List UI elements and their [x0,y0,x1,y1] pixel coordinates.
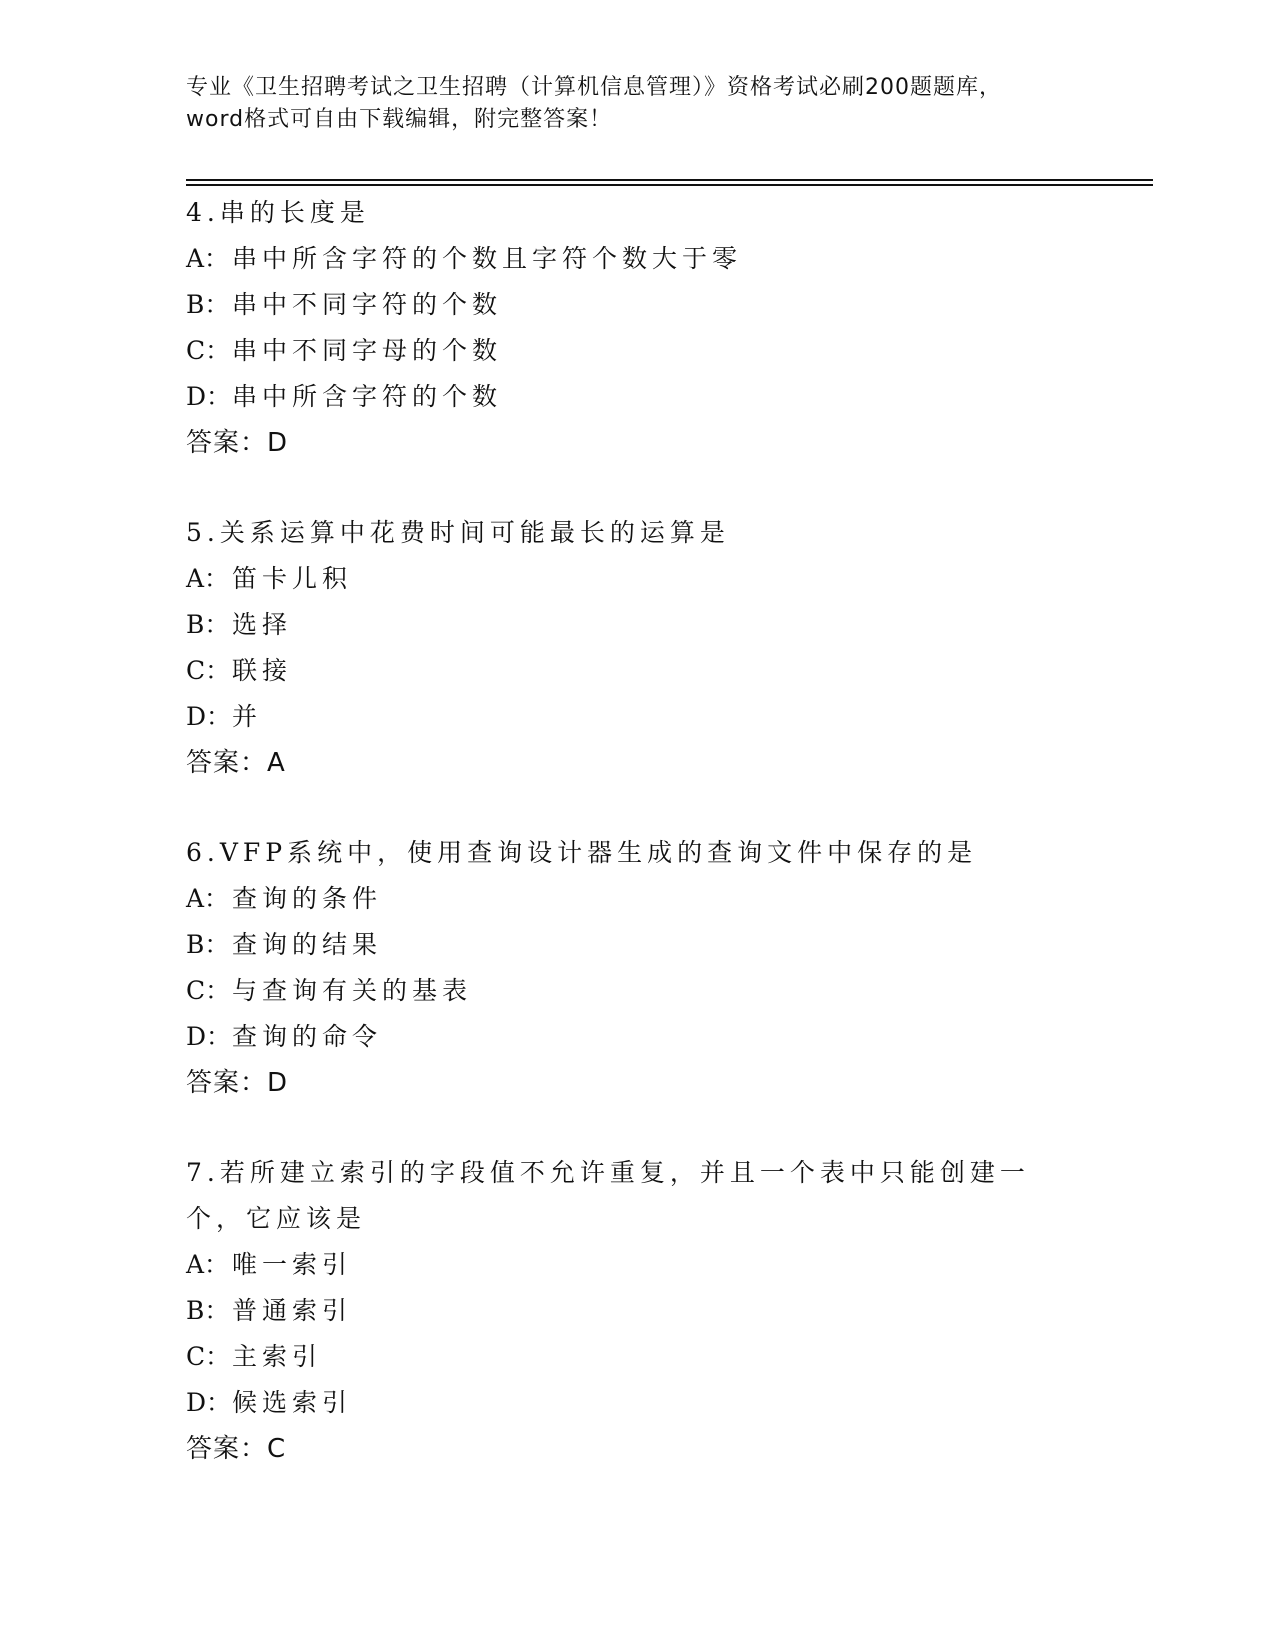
answer-value: C [267,1434,287,1464]
question-text [186,1150,1066,1242]
option-key: C： [186,976,231,1005]
question-number: 5. [186,518,220,547]
question-7 [186,1150,1146,1472]
option-a [186,876,1146,922]
option-text: 唯一索引 [232,1250,353,1279]
answer-line [186,740,1146,786]
option-a [186,236,1146,282]
question-5 [186,510,1146,786]
option-b [186,282,1146,328]
option-b [186,922,1146,968]
option-key: D： [186,382,232,411]
option-text: 串中所含字符的个数 [232,382,503,411]
option-text: 查询的结果 [232,930,383,959]
option-text: 主索引 [232,1342,323,1371]
option-d [186,1014,1146,1060]
answer-line [186,1426,1146,1472]
option-c [186,328,1146,374]
option-key: A： [186,884,230,913]
answer-value: A [267,748,286,778]
option-text: 笛卡儿积 [232,564,353,593]
option-b [186,602,1146,648]
question-list [186,190,1146,1516]
option-text: 查询的命令 [232,1022,383,1051]
option-c [186,968,1146,1014]
document-header [186,72,1106,136]
option-c [186,1334,1146,1380]
answer-label: 答案： [186,1434,268,1464]
question-stem: 若所建立索引的字段值不允许重复，并且一个表中只能创建一个，它应该是 [186,1158,1030,1233]
header-line-1: 专业《卫生招聘考试之卫生招聘（计算机信息管理）》资格考试必刷200题题库， [186,75,1002,100]
question-text [186,830,1146,876]
option-key: D： [186,1022,232,1051]
question-number: 6. [186,838,220,867]
option-key: C： [186,1342,231,1371]
option-key: B： [186,610,230,639]
question-number: 7. [186,1158,220,1187]
option-key: B： [186,290,230,319]
option-text: 串中不同字母的个数 [232,336,503,365]
option-d [186,694,1146,740]
answer-value: D [267,1068,289,1098]
option-text: 并 [232,702,263,731]
option-text: 候选索引 [232,1388,353,1417]
option-key: A： [186,564,230,593]
option-key: C： [186,656,231,685]
option-text: 串中所含字符的个数且字符个数大于零 [232,244,743,273]
option-text: 与查询有关的基表 [232,976,473,1005]
option-d [186,374,1146,420]
header-divider-bottom [186,184,1153,186]
question-text [186,510,1146,556]
option-a [186,556,1146,602]
question-stem: 关系运算中花费时间可能最长的运算是 [219,518,730,547]
answer-label: 答案： [186,748,268,778]
option-key: B： [186,1296,230,1325]
option-c [186,648,1146,694]
option-text: 普通索引 [232,1296,353,1325]
option-text: 选择 [232,610,293,639]
answer-line [186,1060,1146,1106]
option-key: D： [186,1388,232,1417]
question-stem: VFP系统中，使用查询设计器生成的查询文件中保存的是 [219,838,978,867]
option-text: 联接 [232,656,293,685]
option-b [186,1288,1146,1334]
question-text [186,190,1146,236]
answer-line [186,420,1146,466]
option-key: C： [186,336,231,365]
option-key: A： [186,1250,230,1279]
option-key: D： [186,702,232,731]
answer-value: D [267,428,289,458]
header-line-2: word格式可自由下载编辑，附完整答案！ [186,107,613,132]
question-stem: 串的长度是 [219,198,370,227]
question-4 [186,190,1146,466]
header-divider-top [186,179,1153,181]
option-text: 串中不同字符的个数 [232,290,503,319]
question-number: 4. [186,198,220,227]
answer-label: 答案： [186,1068,268,1098]
option-key: B： [186,930,230,959]
answer-label: 答案： [186,428,268,458]
question-6 [186,830,1146,1106]
option-key: A： [186,244,230,273]
option-d [186,1380,1146,1426]
option-text: 查询的条件 [232,884,383,913]
option-a [186,1242,1146,1288]
